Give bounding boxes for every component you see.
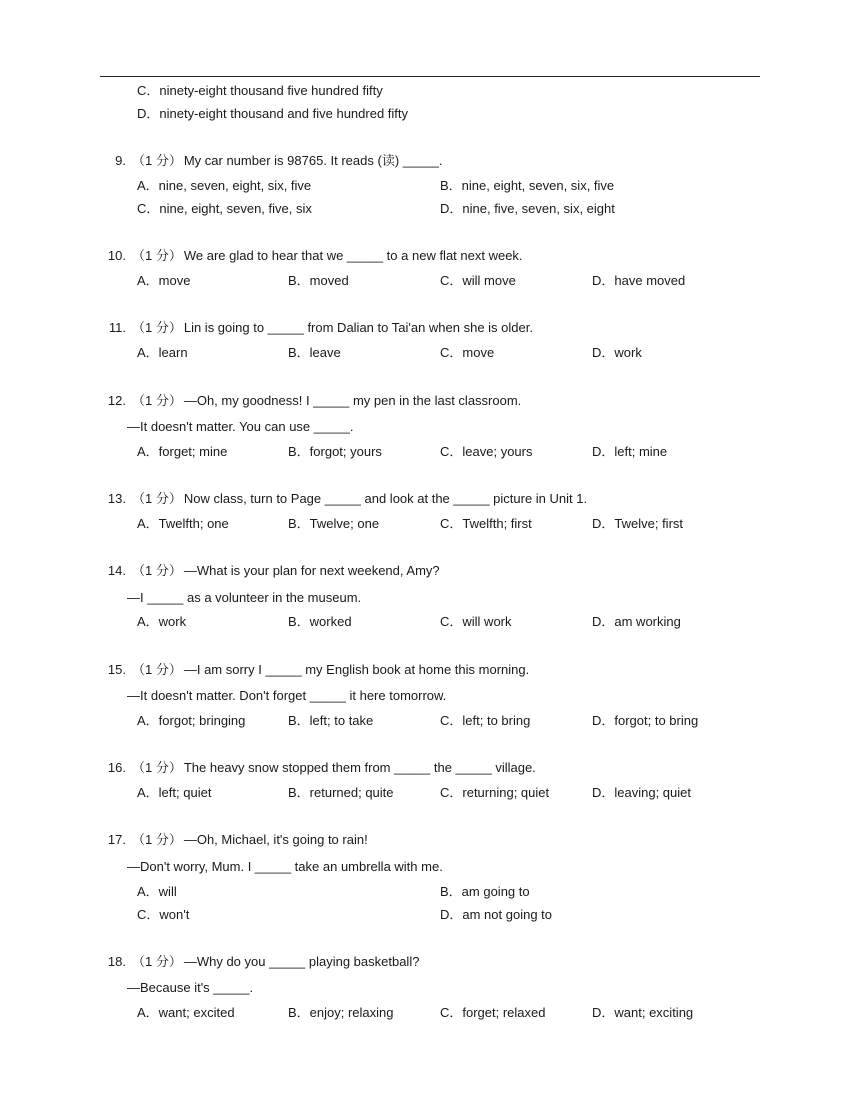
option-b: B．enjoy; relaxing: [288, 1005, 394, 1020]
option-c: C．forget; relaxed: [440, 1005, 546, 1020]
question-number: 13.: [107, 491, 126, 506]
option-d: D．have moved: [592, 273, 686, 288]
option-b: B．moved: [288, 273, 349, 288]
option-a: A．nine, seven, eight, six, five: [137, 178, 312, 193]
question-stem-line2: —Don't worry, Mum. I _____ take an umbrella with me.: [127, 859, 443, 874]
option-d: D．Twelve; first: [592, 516, 684, 531]
question-stem: （1 分） —I am sorry I _____ my English book at home this morning.: [132, 662, 530, 677]
option-a: A．will: [137, 884, 177, 899]
question-stem: （1 分） My car number is 98765. It reads (读) _____.: [132, 153, 443, 168]
option-c: C．won't: [137, 907, 190, 922]
question-stem: （1 分） The heavy snow stopped them from _____ the _____ village.: [132, 760, 536, 775]
option-d: D．leaving; quiet: [592, 785, 692, 800]
option-b: B．worked: [288, 614, 352, 629]
prev-option-c: C．ninety-eight thousand five hundred fifty: [137, 83, 383, 98]
question-number: 14.: [107, 563, 126, 578]
question-number: 10.: [107, 248, 126, 263]
question-number: 12.: [107, 393, 126, 408]
option-a: A．move: [137, 273, 191, 288]
question-stem-line2: —It doesn't matter. You can use _____.: [127, 419, 354, 434]
question-stem-line2: —Because it's _____.: [127, 980, 254, 995]
question-number: 17.: [107, 832, 126, 847]
option-b: B．returned; quite: [288, 785, 394, 800]
option-a: A．work: [137, 614, 187, 629]
option-b: B．nine, eight, seven, six, five: [440, 178, 615, 193]
option-b: B．forgot; yours: [288, 444, 382, 459]
question-stem: （1 分） —Oh, Michael, it's going to rain!: [132, 832, 368, 847]
option-b: B．leave: [288, 345, 341, 360]
option-d: D．work: [592, 345, 642, 360]
option-c: C．left; to bring: [440, 713, 531, 728]
question-number: 11.: [108, 320, 126, 335]
option-d: D．want; exciting: [592, 1005, 694, 1020]
option-d: D．am not going to: [440, 907, 553, 922]
option-a: A．forget; mine: [137, 444, 228, 459]
option-c: C．move: [440, 345, 495, 360]
option-c: C．returning; quiet: [440, 785, 550, 800]
question-number: 15.: [107, 662, 126, 677]
option-d: D．forgot; to bring: [592, 713, 699, 728]
question-stem: （1 分） Now class, turn to Page _____ and look at the _____ picture in Unit 1.: [132, 491, 588, 506]
question-stem: （1 分） We are glad to hear that we _____ to a new flat next week.: [132, 248, 523, 263]
option-d: D．left; mine: [592, 444, 668, 459]
question-number: 9.: [115, 153, 126, 168]
question-stem-line2: —I _____ as a volunteer in the museum.: [127, 590, 362, 605]
option-b: B．am going to: [440, 884, 530, 899]
option-a: A．left; quiet: [137, 785, 212, 800]
option-d: D．nine, five, seven, six, eight: [440, 201, 615, 216]
question-stem: （1 分） Lin is going to _____ from Dalian to Tai'an when she is older.: [132, 320, 533, 335]
prev-option-d: D．ninety-eight thousand and five hundred fifty: [137, 106, 409, 121]
option-a: A．forgot; bringing: [137, 713, 246, 728]
question-stem: （1 分） —Oh, my goodness! I _____ my pen in the last classroom.: [132, 393, 522, 408]
option-c: C．Twelfth; first: [440, 516, 532, 531]
option-c: C．leave; yours: [440, 444, 533, 459]
question-stem: （1 分） —What is your plan for next weekend, Amy?: [132, 563, 440, 578]
option-c: C．nine, eight, seven, five, six: [137, 201, 312, 216]
question-stem-line2: —It doesn't matter. Don't forget _____ it here tomorrow.: [127, 688, 447, 703]
question-number: 16.: [107, 760, 126, 775]
option-a: A．want; excited: [137, 1005, 235, 1020]
option-b: B．Twelve; one: [288, 516, 380, 531]
option-c: C．will work: [440, 614, 512, 629]
option-a: A．learn: [137, 345, 188, 360]
option-a: A．Twelfth; one: [137, 516, 229, 531]
question-number: 18.: [107, 954, 126, 969]
option-c: C．will move: [440, 273, 516, 288]
option-d: D．am working: [592, 614, 681, 629]
option-b: B．left; to take: [288, 713, 374, 728]
question-stem: （1 分） —Why do you _____ playing basketball?: [132, 954, 420, 969]
header-rule: [100, 76, 760, 77]
